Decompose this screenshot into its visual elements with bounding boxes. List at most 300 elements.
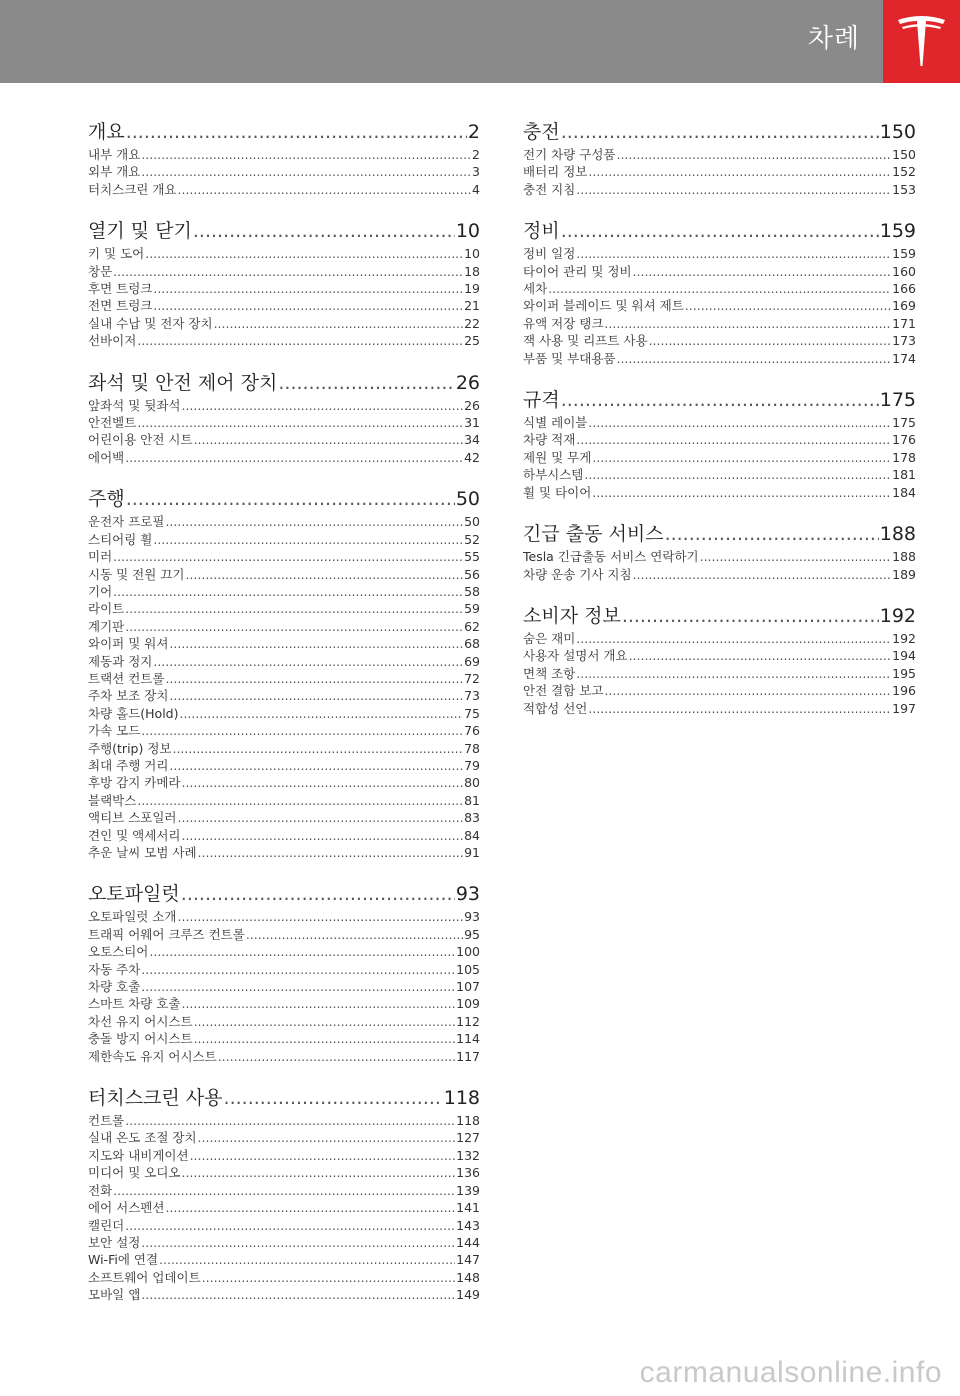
section-heading[interactable] [523,602,916,630]
section-page: 188 [879,523,916,546]
entry-page: 93 [464,909,480,925]
section-title: 터치스크린 사용 [88,1087,223,1110]
section-heading[interactable] [523,386,916,414]
toc-section [88,485,480,861]
entry-label: 견인 및 액세서리 [88,827,181,843]
dot-leader [576,630,891,647]
dot-leader [153,280,463,297]
dot-leader [169,687,463,704]
dot-leader [113,263,463,280]
entry-page: 62 [464,618,480,634]
toc-entry[interactable] [88,280,480,297]
entry-label: 사용자 설명서 개요 [523,648,628,664]
toc-entry[interactable] [88,1199,480,1216]
toc-entry[interactable] [523,700,916,717]
entry-page: 18 [464,263,480,279]
entry-label: 캘린더 [88,1217,125,1233]
entry-label: 가속 모드 [88,723,141,739]
entry-label: 계기판 [88,618,125,634]
section-title: 규격 [523,389,560,412]
toc-entry[interactable] [88,1182,480,1199]
entry-page: 84 [464,827,480,843]
entry-page: 72 [464,670,480,686]
toc-entry[interactable] [88,181,480,198]
entry-page: 3 [472,164,480,180]
entry-page: 22 [464,315,480,331]
dot-leader [113,583,463,600]
entry-label: 자동 주차 [88,961,141,977]
section-heading[interactable] [523,118,916,146]
entry-label: 컨트롤 [88,1113,125,1129]
section-page: 50 [455,488,480,511]
toc-entry[interactable] [88,827,480,844]
entry-label: 보안 설정 [88,1234,141,1250]
dot-leader [592,484,891,501]
section-heading[interactable] [523,520,916,548]
toc-entry[interactable] [88,618,480,635]
entry-label: 오토스티어 [88,944,149,960]
entry-label: 전기 차량 구성품 [523,147,616,162]
toc-entry[interactable] [523,566,916,583]
dot-leader [141,722,463,739]
toc-section [88,369,480,467]
dot-leader [113,548,463,565]
dot-leader [588,700,891,717]
entry-label: 하부시스템 [523,467,584,483]
toc-entry[interactable] [523,350,916,367]
dot-leader [137,332,463,349]
dot-leader [153,297,463,314]
toc-entry[interactable] [523,665,916,682]
toc-entry[interactable] [88,1269,480,1286]
toc-entry[interactable] [523,181,916,198]
toc-entry[interactable] [523,163,916,180]
entry-page: 117 [456,1048,480,1064]
dot-leader [169,757,463,774]
entry-page: 26 [464,397,480,413]
toc-entry[interactable] [88,1251,480,1268]
page-title: 차례 [807,24,860,54]
entry-page: 195 [892,665,916,681]
toc-entry[interactable] [523,449,916,466]
dot-leader [604,682,891,699]
toc-entry[interactable] [88,653,480,670]
dot-leader [616,146,891,163]
entry-page: 127 [456,1130,480,1146]
toc-entry[interactable] [88,978,480,995]
entry-label: 차량 운송 기사 지침 [523,566,632,582]
entry-page: 169 [892,298,916,314]
dot-leader [141,1234,455,1251]
dot-leader [178,908,464,925]
entry-label: 차량 홀드(Hold) [88,705,179,721]
entry-page: 78 [464,740,480,756]
toc-entry[interactable] [523,682,916,699]
toc-entry[interactable] [88,531,480,548]
toc-entry[interactable] [88,670,480,687]
dot-leader [576,245,891,262]
dot-leader [576,431,891,448]
toc-entry[interactable] [523,630,916,647]
entry-page: 52 [464,531,480,547]
dot-leader [592,449,891,466]
dot-leader [181,1164,455,1181]
toc-entry[interactable] [88,431,480,448]
toc-entry[interactable] [523,414,916,431]
toc-entry[interactable] [88,1048,480,1065]
section-heading[interactable] [88,485,480,513]
toc-entry[interactable] [523,315,916,332]
entry-label: 창문 [88,263,113,279]
toc-entry[interactable] [88,1286,480,1303]
dot-leader [113,1182,455,1199]
entry-label: 배터리 정보 [523,164,588,180]
entry-label: 지도와 내비게이션 [88,1147,189,1163]
entry-label: 후방 감지 카메라 [88,775,181,791]
dot-leader [185,566,463,583]
dot-leader [548,280,891,297]
toc-entry[interactable] [88,809,480,826]
dot-leader [141,961,455,978]
entry-label: 소프트웨어 업데이트 [88,1269,201,1285]
dot-leader [126,485,455,513]
entry-page: 31 [464,415,480,431]
section-title: 오토파일럿 [88,883,180,906]
dot-leader [588,414,891,431]
toc-entry[interactable] [88,705,480,722]
section-heading[interactable] [88,1084,480,1112]
entry-page: 184 [892,484,916,500]
toc-entry[interactable] [88,1217,480,1234]
entry-page: 160 [892,263,916,279]
toc-entry[interactable] [88,583,480,600]
entry-page: 4 [472,181,480,197]
entry-label: 전면 트렁크 [88,298,153,314]
dot-leader [198,1129,456,1146]
entry-page: 19 [464,281,480,297]
dot-leader [153,653,463,670]
entry-label: 와이퍼 및 워셔 [88,636,169,652]
entry-label: 블랙박스 [88,792,137,808]
section-page: 192 [879,604,916,627]
toc-entry[interactable] [523,431,916,448]
toc-entry[interactable] [88,687,480,704]
header-bar [0,0,960,83]
section-page: 159 [879,220,916,243]
dot-leader [576,665,891,682]
entry-page: 174 [892,350,916,366]
toc-entry[interactable] [88,263,480,280]
entry-page: 73 [464,688,480,704]
dot-leader [604,315,891,332]
toc-entry[interactable] [88,449,480,466]
toc-entry[interactable] [88,513,480,530]
dot-leader [561,217,879,245]
entry-page: 148 [456,1269,480,1285]
entry-label: 면책 조항 [523,665,576,681]
entry-page: 149 [456,1287,480,1303]
dot-leader [629,647,892,664]
entry-page: 194 [892,648,916,664]
entry-label: 와이퍼 블레이드 및 워셔 제트 [523,298,684,314]
entry-page: 107 [456,979,480,995]
toc-entry[interactable] [88,600,480,617]
dot-leader [141,978,455,995]
entry-label: 스티어링 휠 [88,531,153,547]
entry-label: 에어 서스펜션 [88,1200,165,1216]
toc-entry[interactable] [523,297,916,314]
logo-box [883,0,960,83]
entry-page: 50 [464,514,480,530]
toc-entry[interactable] [88,1234,480,1251]
toc-entry[interactable] [88,548,480,565]
entry-label: 내부 개요 [88,147,141,162]
dot-leader [145,245,463,262]
dot-leader [665,520,879,548]
entry-page: 34 [464,432,480,448]
toc-entry[interactable] [523,263,916,280]
toc-entry[interactable] [88,774,480,791]
section-heading[interactable] [88,118,480,146]
dot-leader [149,943,455,960]
entry-label: 앞좌석 및 뒷좌석 [88,397,181,413]
dot-leader [561,386,879,414]
entry-label: 최대 주행 거리 [88,757,169,773]
entry-page: 114 [456,1031,480,1047]
toc-section [523,217,916,367]
entry-label: Wi-Fi에 연결 [88,1252,159,1268]
entry-label: 세차 [523,281,548,297]
entry-page: 197 [892,700,916,716]
dot-leader [224,1084,443,1112]
entry-label: 실내 수납 및 전자 장치 [88,315,213,331]
dot-leader [633,566,892,583]
section-heading[interactable] [88,880,480,908]
toc-entry[interactable] [88,1030,480,1047]
entry-page: 152 [892,164,916,180]
dot-leader [278,369,454,397]
entry-label: 추운 날씨 모범 사례 [88,845,197,860]
entry-label: 차선 유지 어시스트 [88,1013,193,1029]
toc-entry[interactable] [523,332,916,349]
entry-page: 144 [456,1234,480,1250]
toc-entry[interactable] [88,414,480,431]
entry-page: 91 [464,845,480,860]
entry-page: 159 [892,246,916,262]
dot-leader [576,181,891,198]
toc-entry[interactable] [88,740,480,757]
toc-entry[interactable] [523,146,916,163]
entry-label: 제원 및 무게 [523,449,592,465]
section-page: 2 [467,121,480,143]
entry-page: 80 [464,775,480,791]
dot-leader [218,1048,455,1065]
dot-leader [561,118,879,146]
dot-leader [202,1269,455,1286]
toc-column-right [523,118,916,736]
entry-page: 171 [892,315,916,331]
entry-page: 75 [464,705,480,721]
entry-label: 스마트 차량 호출 [88,996,181,1012]
dot-leader [181,995,455,1012]
section-heading[interactable] [523,217,916,245]
entry-label: 타이어 관리 및 정비 [523,263,632,279]
section-page: 118 [443,1087,480,1110]
section-page: 26 [455,371,480,394]
entry-label: 시동 및 전원 끄기 [88,566,185,582]
toc-entry[interactable] [88,722,480,739]
dot-leader [649,332,892,349]
entry-page: 81 [464,792,480,808]
dot-leader [165,1199,455,1216]
toc-section [88,880,480,1065]
toc-entry[interactable] [88,1129,480,1146]
entry-page: 118 [456,1113,480,1129]
toc-entry[interactable] [88,245,480,262]
section-heading[interactable] [88,369,480,397]
toc-entry[interactable] [88,926,480,943]
toc-entry[interactable] [88,943,480,960]
entry-page: 10 [464,246,480,262]
entry-page: 196 [892,683,916,699]
dot-leader [153,531,463,548]
entry-page: 68 [464,636,480,652]
toc-entry[interactable] [523,548,916,565]
toc-entry[interactable] [88,1147,480,1164]
entry-page: 136 [456,1165,480,1181]
dot-leader [622,602,879,630]
dot-leader [165,513,463,530]
dot-leader [198,844,464,861]
toc-entry[interactable] [88,844,480,861]
entry-label: 차량 적재 [523,432,576,448]
toc-entry[interactable] [88,146,480,163]
entry-page: 153 [892,181,916,197]
toc-entry[interactable] [88,1164,480,1181]
entry-label: 액티브 스포일러 [88,810,177,826]
dot-leader [178,181,472,198]
entry-page: 178 [892,449,916,465]
entry-page: 25 [464,333,480,349]
toc-entry[interactable] [88,332,480,349]
toc-entry[interactable] [523,484,916,501]
entry-label: 외부 개요 [88,164,141,180]
section-title: 긴급 출동 서비스 [523,523,664,546]
entry-label: 안전벨트 [88,415,137,431]
toc-column-left [88,118,480,1323]
toc-entry[interactable] [88,397,480,414]
dot-leader [616,350,891,367]
entry-page: 76 [464,723,480,739]
entry-page: 59 [464,601,480,617]
toc-entry[interactable] [523,466,916,483]
section-title: 소비자 정보 [523,604,621,627]
entry-label: 유액 저장 탱크 [523,315,604,331]
dot-leader [633,263,892,280]
toc-entry[interactable] [88,635,480,652]
section-page: 175 [879,389,916,412]
dot-leader [700,548,892,565]
toc-entry[interactable] [88,908,480,925]
entry-label: 부품 및 부대용품 [523,350,616,366]
entry-label: 미디어 및 오디오 [88,1165,181,1181]
dot-leader [685,297,891,314]
toc-entry[interactable] [523,245,916,262]
entry-label: Tesla 긴급출동 서비스 연락하기 [523,549,699,565]
toc-entry[interactable] [88,163,480,180]
entry-page: 188 [892,549,916,565]
toc-entry[interactable] [523,647,916,664]
toc-entry[interactable] [88,961,480,978]
entry-label: 미러 [88,549,113,565]
toc-section [88,1084,480,1303]
entry-label: 라이트 [88,601,125,617]
entry-page: 69 [464,653,480,669]
entry-page: 95 [464,926,480,942]
dot-leader [126,118,467,146]
section-title: 주행 [88,488,125,511]
entry-label: 선바이저 [88,333,137,349]
toc-entry[interactable] [88,995,480,1012]
toc-section [523,386,916,501]
entry-label: 전화 [88,1182,113,1198]
toc-entry[interactable] [88,1112,480,1129]
toc-entry[interactable] [88,1013,480,1030]
entry-label: 제동과 정지 [88,653,153,669]
dot-leader [246,926,463,943]
entry-label: 휠 및 타이어 [523,484,592,500]
dot-leader [141,146,471,163]
toc-entry[interactable] [88,297,480,314]
section-title: 정비 [523,220,560,243]
dot-leader [214,315,464,332]
entry-label: 주행(trip) 정보 [88,740,172,756]
entry-label: 운전자 프로필 [88,514,165,530]
toc-section [523,602,916,717]
entry-page: 192 [892,630,916,646]
toc-entry[interactable] [523,280,916,297]
toc-entry[interactable] [88,566,480,583]
entry-label: 실내 온도 조절 장치 [88,1130,197,1146]
toc-section [88,118,480,198]
entry-label: 잭 사용 및 리프트 사용 [523,333,648,349]
entry-label: 식별 레이블 [523,415,588,431]
entry-label: 충전 지침 [523,181,576,197]
section-page: 150 [879,121,916,143]
entry-label: 적합성 선언 [523,700,588,716]
entry-label: 에어백 [88,449,125,465]
dot-leader [179,705,463,722]
entry-page: 21 [464,298,480,314]
entry-page: 55 [464,549,480,565]
dot-leader [190,1147,456,1164]
section-page: 10 [455,220,480,243]
dot-leader [159,1251,455,1268]
watermark: carmanualsonline.info [639,1356,942,1389]
dot-leader [137,792,463,809]
toc-section [523,118,916,198]
toc-entry[interactable] [88,315,480,332]
entry-page: 189 [892,566,916,582]
dot-leader [125,618,463,635]
entry-page: 42 [464,449,480,465]
dot-leader [165,670,463,687]
dot-leader [141,1286,455,1303]
entry-page: 173 [892,333,916,349]
section-heading[interactable] [88,217,480,245]
toc-entry[interactable] [88,792,480,809]
toc-entry[interactable] [88,757,480,774]
